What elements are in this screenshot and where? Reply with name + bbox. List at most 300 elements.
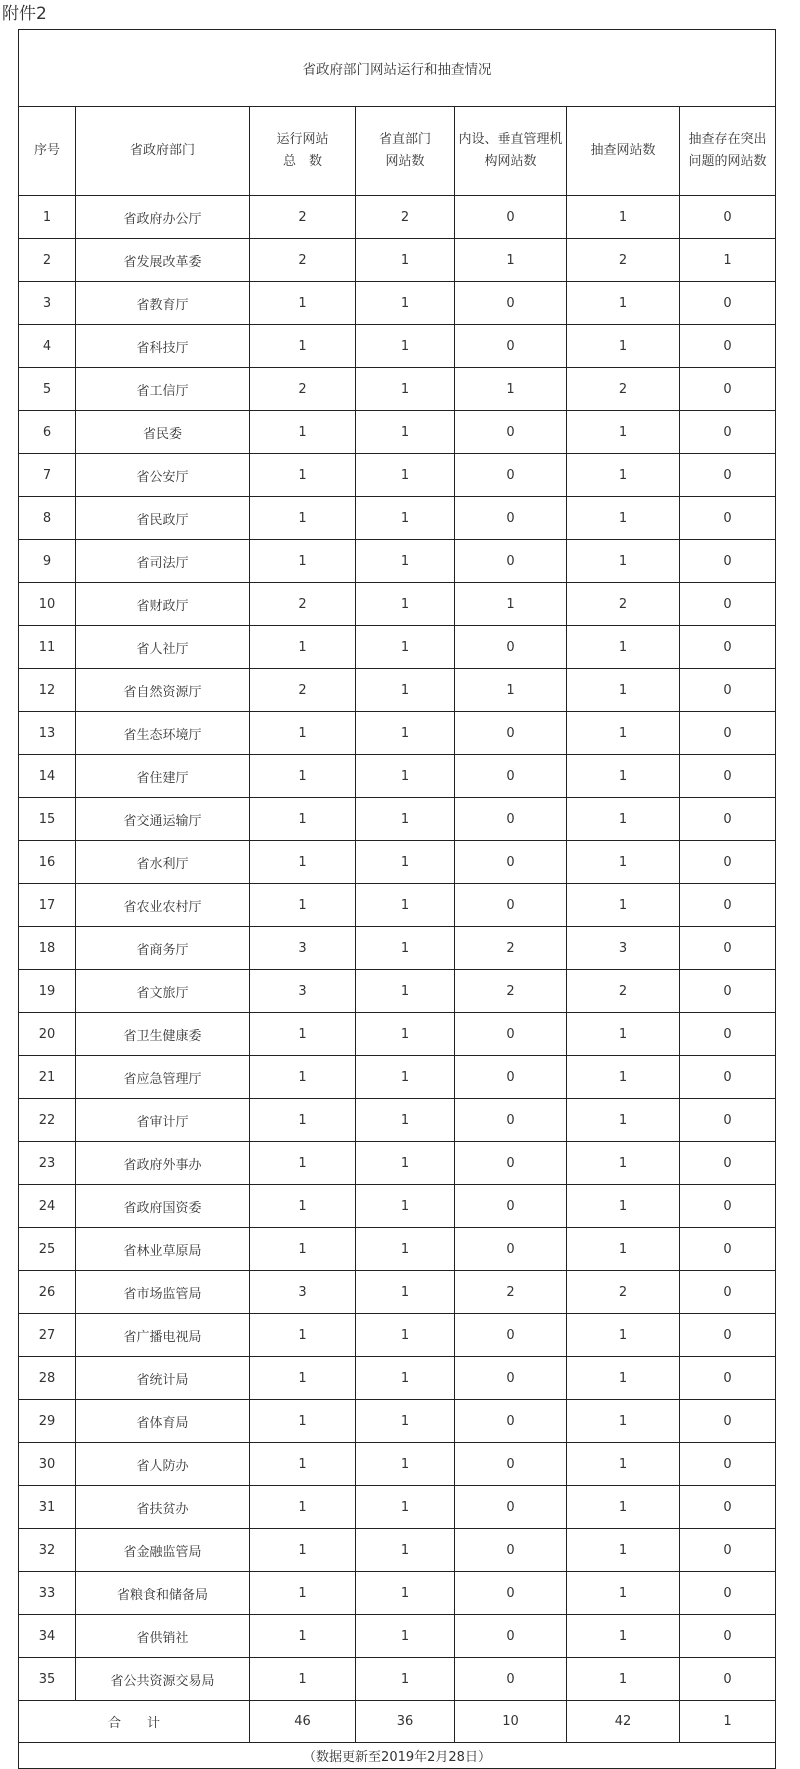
cell-department: 省住建厅 [76, 755, 250, 798]
header-line: 运行网站 [276, 132, 329, 147]
cell-department: 省发展改革委 [76, 239, 250, 282]
cell-total-sites: 1 [250, 1185, 356, 1228]
table-row [19, 196, 776, 239]
cell-internal-sites: 1 [455, 583, 567, 626]
cell-inspected-sites: 1 [567, 1056, 680, 1099]
cell-problem-sites: 0 [680, 1572, 776, 1615]
cell-internal-sites: 0 [455, 1314, 567, 1357]
cell-department: 省文旅厅 [76, 970, 250, 1013]
cell-problem-sites: 0 [680, 411, 776, 454]
cell-index: 20 [19, 1013, 76, 1056]
cell-total-sites: 1 [250, 1314, 356, 1357]
header-dept-sites [356, 107, 455, 196]
cell-dept-sites: 1 [356, 282, 455, 325]
cell-department: 省自然资源厅 [76, 669, 250, 712]
cell-inspected-sites: 1 [567, 1486, 680, 1529]
cell-inspected-sites: 1 [567, 540, 680, 583]
total-internal-sites: 10 [455, 1701, 567, 1743]
table-row [19, 282, 776, 325]
cell-problem-sites: 0 [680, 368, 776, 411]
cell-dept-sites: 1 [356, 1228, 455, 1271]
cell-total-sites: 2 [250, 368, 356, 411]
cell-department: 省林业草原局 [76, 1228, 250, 1271]
cell-dept-sites: 1 [356, 1529, 455, 1572]
table-title-row [19, 30, 776, 107]
cell-inspected-sites: 1 [567, 1228, 680, 1271]
cell-total-sites: 3 [250, 970, 356, 1013]
cell-index: 27 [19, 1314, 76, 1357]
cell-problem-sites: 0 [680, 196, 776, 239]
cell-department: 省民政厅 [76, 497, 250, 540]
cell-dept-sites: 1 [356, 1013, 455, 1056]
cell-internal-sites: 0 [455, 626, 567, 669]
cell-problem-sites: 0 [680, 1658, 776, 1701]
cell-total-sites: 1 [250, 1056, 356, 1099]
header-total-sites [250, 107, 356, 196]
cell-department: 省卫生健康委 [76, 1013, 250, 1056]
cell-index: 22 [19, 1099, 76, 1142]
cell-index: 31 [19, 1486, 76, 1529]
table-row [19, 755, 776, 798]
table-row [19, 411, 776, 454]
table-row [19, 497, 776, 540]
cell-total-sites: 1 [250, 626, 356, 669]
cell-department: 省水利厅 [76, 841, 250, 884]
cell-problem-sites: 0 [680, 1314, 776, 1357]
cell-internal-sites: 0 [455, 1013, 567, 1056]
cell-dept-sites: 1 [356, 1400, 455, 1443]
cell-total-sites: 1 [250, 1142, 356, 1185]
cell-problem-sites: 0 [680, 1529, 776, 1572]
cell-inspected-sites: 1 [567, 1142, 680, 1185]
cell-internal-sites: 1 [455, 239, 567, 282]
cell-internal-sites: 0 [455, 1099, 567, 1142]
header-internal-sites [455, 107, 567, 196]
cell-index: 3 [19, 282, 76, 325]
cell-index: 32 [19, 1529, 76, 1572]
header-line: 抽查存在突出 [688, 132, 767, 147]
cell-total-sites: 1 [250, 712, 356, 755]
cell-internal-sites: 0 [455, 1615, 567, 1658]
cell-dept-sites: 1 [356, 841, 455, 884]
cell-inspected-sites: 1 [567, 1658, 680, 1701]
cell-internal-sites: 2 [455, 1271, 567, 1314]
header-line: 问题的网站数 [688, 154, 767, 169]
cell-internal-sites: 2 [455, 970, 567, 1013]
cell-total-sites: 1 [250, 282, 356, 325]
cell-inspected-sites: 3 [567, 927, 680, 970]
cell-dept-sites: 1 [356, 368, 455, 411]
cell-inspected-sites: 1 [567, 755, 680, 798]
table-row [19, 1615, 776, 1658]
cell-internal-sites: 0 [455, 755, 567, 798]
table-row [19, 454, 776, 497]
cell-total-sites: 1 [250, 1443, 356, 1486]
cell-dept-sites: 2 [356, 196, 455, 239]
cell-department: 省政府国资委 [76, 1185, 250, 1228]
header-line: 网站数 [385, 154, 425, 169]
cell-dept-sites: 1 [356, 970, 455, 1013]
table-row [19, 626, 776, 669]
table-row [19, 927, 776, 970]
cell-inspected-sites: 1 [567, 1314, 680, 1357]
cell-dept-sites: 1 [356, 411, 455, 454]
cell-department: 省政府办公厅 [76, 196, 250, 239]
cell-total-sites: 1 [250, 1486, 356, 1529]
cell-problem-sites: 0 [680, 1013, 776, 1056]
cell-department: 省人社厅 [76, 626, 250, 669]
cell-problem-sites: 0 [680, 841, 776, 884]
cell-total-sites: 3 [250, 1271, 356, 1314]
table-row [19, 1142, 776, 1185]
cell-problem-sites: 0 [680, 1615, 776, 1658]
cell-problem-sites: 0 [680, 1443, 776, 1486]
table-row [19, 669, 776, 712]
table-row [19, 712, 776, 755]
table-row [19, 1271, 776, 1314]
cell-index: 18 [19, 927, 76, 970]
cell-total-sites: 1 [250, 1400, 356, 1443]
cell-dept-sites: 1 [356, 540, 455, 583]
cell-department: 省司法厅 [76, 540, 250, 583]
cell-dept-sites: 1 [356, 1658, 455, 1701]
cell-dept-sites: 1 [356, 1486, 455, 1529]
cell-total-sites: 3 [250, 927, 356, 970]
cell-index: 29 [19, 1400, 76, 1443]
cell-department: 省供销社 [76, 1615, 250, 1658]
cell-total-sites: 1 [250, 798, 356, 841]
header-inspected-sites [567, 107, 680, 196]
table-title: 省政府部门网站运行和抽查情况 [19, 30, 776, 107]
cell-dept-sites: 1 [356, 1572, 455, 1615]
cell-dept-sites: 1 [356, 626, 455, 669]
cell-total-sites: 1 [250, 884, 356, 927]
cell-total-sites: 1 [250, 1013, 356, 1056]
header-line: 构网站数 [484, 154, 537, 169]
cell-internal-sites: 0 [455, 798, 567, 841]
cell-internal-sites: 0 [455, 1142, 567, 1185]
cell-internal-sites: 0 [455, 1185, 567, 1228]
header-index [19, 107, 76, 196]
cell-index: 25 [19, 1228, 76, 1271]
cell-index: 35 [19, 1658, 76, 1701]
cell-index: 4 [19, 325, 76, 368]
cell-dept-sites: 1 [356, 1357, 455, 1400]
cell-index: 19 [19, 970, 76, 1013]
cell-total-sites: 1 [250, 325, 356, 368]
cell-internal-sites: 0 [455, 540, 567, 583]
cell-total-sites: 1 [250, 755, 356, 798]
table-row [19, 1185, 776, 1228]
cell-internal-sites: 0 [455, 1486, 567, 1529]
cell-internal-sites: 0 [455, 1572, 567, 1615]
cell-inspected-sites: 2 [567, 368, 680, 411]
cell-index: 1 [19, 196, 76, 239]
header-problem-sites [680, 107, 776, 196]
cell-index: 14 [19, 755, 76, 798]
cell-dept-sites: 1 [356, 454, 455, 497]
cell-internal-sites: 0 [455, 1443, 567, 1486]
cell-index: 21 [19, 1056, 76, 1099]
table-row [19, 1056, 776, 1099]
cell-problem-sites: 0 [680, 1142, 776, 1185]
table-row [19, 1443, 776, 1486]
table-row [19, 1486, 776, 1529]
cell-dept-sites: 1 [356, 712, 455, 755]
cell-department: 省商务厅 [76, 927, 250, 970]
cell-internal-sites: 0 [455, 454, 567, 497]
cell-department: 省公安厅 [76, 454, 250, 497]
cell-index: 30 [19, 1443, 76, 1486]
table-header-row [19, 107, 776, 196]
cell-dept-sites: 1 [356, 325, 455, 368]
footer-row [19, 1743, 776, 1769]
cell-inspected-sites: 1 [567, 411, 680, 454]
cell-index: 26 [19, 1271, 76, 1314]
cell-total-sites: 1 [250, 454, 356, 497]
table-row [19, 970, 776, 1013]
cell-department: 省公共资源交易局 [76, 1658, 250, 1701]
cell-department: 省市场监管局 [76, 1271, 250, 1314]
header-line: 总 数 [282, 154, 322, 169]
cell-inspected-sites: 2 [567, 583, 680, 626]
cell-department: 省政府外事办 [76, 1142, 250, 1185]
cell-inspected-sites: 2 [567, 1271, 680, 1314]
header-line: 抽查网站数 [590, 143, 656, 158]
cell-internal-sites: 0 [455, 325, 567, 368]
table-row [19, 540, 776, 583]
cell-department: 省应急管理厅 [76, 1056, 250, 1099]
cell-internal-sites: 0 [455, 1400, 567, 1443]
header-department [76, 107, 250, 196]
cell-inspected-sites: 1 [567, 1572, 680, 1615]
cell-internal-sites: 1 [455, 368, 567, 411]
cell-department: 省财政厅 [76, 583, 250, 626]
cell-department: 省工信厅 [76, 368, 250, 411]
cell-inspected-sites: 1 [567, 454, 680, 497]
cell-inspected-sites: 1 [567, 798, 680, 841]
cell-index: 10 [19, 583, 76, 626]
cell-inspected-sites: 1 [567, 841, 680, 884]
cell-index: 6 [19, 411, 76, 454]
cell-total-sites: 1 [250, 411, 356, 454]
cell-inspected-sites: 1 [567, 626, 680, 669]
cell-dept-sites: 1 [356, 497, 455, 540]
total-sites: 46 [250, 1701, 356, 1743]
cell-problem-sites: 0 [680, 798, 776, 841]
cell-internal-sites: 0 [455, 1056, 567, 1099]
cell-problem-sites: 0 [680, 282, 776, 325]
website-inspection-table [18, 29, 776, 1769]
cell-dept-sites: 1 [356, 1314, 455, 1357]
cell-department: 省统计局 [76, 1357, 250, 1400]
cell-index: 33 [19, 1572, 76, 1615]
cell-dept-sites: 1 [356, 927, 455, 970]
cell-inspected-sites: 1 [567, 712, 680, 755]
cell-internal-sites: 0 [455, 1529, 567, 1572]
cell-problem-sites: 0 [680, 1099, 776, 1142]
cell-inspected-sites: 1 [567, 1013, 680, 1056]
cell-total-sites: 1 [250, 1615, 356, 1658]
cell-department: 省生态环境厅 [76, 712, 250, 755]
cell-index: 13 [19, 712, 76, 755]
table-row [19, 325, 776, 368]
cell-department: 省粮食和储备局 [76, 1572, 250, 1615]
total-problem-sites: 1 [680, 1701, 776, 1743]
header-line: 省政府部门 [129, 143, 195, 158]
cell-department: 省金融监管局 [76, 1529, 250, 1572]
cell-inspected-sites: 1 [567, 282, 680, 325]
cell-inspected-sites: 2 [567, 239, 680, 282]
cell-dept-sites: 1 [356, 583, 455, 626]
cell-dept-sites: 1 [356, 1142, 455, 1185]
cell-inspected-sites: 1 [567, 1400, 680, 1443]
cell-total-sites: 1 [250, 841, 356, 884]
total-inspected-sites: 42 [567, 1701, 680, 1743]
cell-total-sites: 1 [250, 1529, 356, 1572]
cell-problem-sites: 0 [680, 626, 776, 669]
cell-total-sites: 1 [250, 1099, 356, 1142]
cell-total-sites: 1 [250, 497, 356, 540]
cell-problem-sites: 0 [680, 1486, 776, 1529]
cell-internal-sites: 0 [455, 282, 567, 325]
table-row [19, 1099, 776, 1142]
cell-internal-sites: 2 [455, 927, 567, 970]
table-row [19, 1013, 776, 1056]
cell-total-sites: 1 [250, 1658, 356, 1701]
total-row [19, 1701, 776, 1743]
table-row [19, 239, 776, 282]
cell-dept-sites: 1 [356, 798, 455, 841]
cell-inspected-sites: 1 [567, 1099, 680, 1142]
cell-problem-sites: 0 [680, 669, 776, 712]
cell-internal-sites: 0 [455, 497, 567, 540]
cell-department: 省交通运输厅 [76, 798, 250, 841]
table-row [19, 1357, 776, 1400]
table-row [19, 1572, 776, 1615]
cell-department: 省科技厅 [76, 325, 250, 368]
table-row [19, 1314, 776, 1357]
table-row [19, 583, 776, 626]
table-row [19, 1400, 776, 1443]
cell-problem-sites: 0 [680, 884, 776, 927]
cell-department: 省人防办 [76, 1443, 250, 1486]
cell-dept-sites: 1 [356, 1185, 455, 1228]
cell-problem-sites: 0 [680, 497, 776, 540]
cell-total-sites: 2 [250, 669, 356, 712]
cell-index: 34 [19, 1615, 76, 1658]
cell-internal-sites: 0 [455, 841, 567, 884]
cell-index: 23 [19, 1142, 76, 1185]
cell-inspected-sites: 1 [567, 497, 680, 540]
cell-department: 省审计厅 [76, 1099, 250, 1142]
cell-problem-sites: 0 [680, 583, 776, 626]
cell-dept-sites: 1 [356, 755, 455, 798]
cell-inspected-sites: 1 [567, 1529, 680, 1572]
cell-department: 省教育厅 [76, 282, 250, 325]
cell-index: 16 [19, 841, 76, 884]
cell-dept-sites: 1 [356, 1099, 455, 1142]
cell-department: 省体育局 [76, 1400, 250, 1443]
cell-inspected-sites: 1 [567, 1185, 680, 1228]
cell-inspected-sites: 2 [567, 970, 680, 1013]
cell-problem-sites: 0 [680, 1228, 776, 1271]
cell-dept-sites: 1 [356, 239, 455, 282]
cell-index: 15 [19, 798, 76, 841]
cell-index: 17 [19, 884, 76, 927]
cell-dept-sites: 1 [356, 1443, 455, 1486]
cell-inspected-sites: 1 [567, 1357, 680, 1400]
update-note: （数据更新至2019年2月28日） [19, 1743, 776, 1769]
cell-index: 12 [19, 669, 76, 712]
cell-department: 省农业农村厅 [76, 884, 250, 927]
cell-inspected-sites: 1 [567, 1443, 680, 1486]
table-row [19, 884, 776, 927]
cell-problem-sites: 0 [680, 927, 776, 970]
cell-problem-sites: 0 [680, 454, 776, 497]
header-line: 序号 [33, 143, 60, 158]
cell-total-sites: 1 [250, 1357, 356, 1400]
cell-index: 24 [19, 1185, 76, 1228]
cell-problem-sites: 0 [680, 540, 776, 583]
table-row [19, 1658, 776, 1701]
cell-index: 5 [19, 368, 76, 411]
cell-problem-sites: 0 [680, 1271, 776, 1314]
total-label: 合 计 [19, 1701, 250, 1743]
cell-problem-sites: 0 [680, 1357, 776, 1400]
cell-department: 省扶贫办 [76, 1486, 250, 1529]
cell-inspected-sites: 1 [567, 196, 680, 239]
cell-problem-sites: 0 [680, 970, 776, 1013]
table-row [19, 841, 776, 884]
cell-total-sites: 2 [250, 583, 356, 626]
cell-total-sites: 1 [250, 1572, 356, 1615]
cell-internal-sites: 0 [455, 712, 567, 755]
cell-problem-sites: 0 [680, 1400, 776, 1443]
cell-problem-sites: 0 [680, 1056, 776, 1099]
total-dept-sites: 36 [356, 1701, 455, 1743]
table-row [19, 1529, 776, 1572]
cell-dept-sites: 1 [356, 1271, 455, 1314]
cell-index: 9 [19, 540, 76, 583]
cell-internal-sites: 0 [455, 411, 567, 454]
cell-index: 8 [19, 497, 76, 540]
cell-problem-sites: 0 [680, 755, 776, 798]
header-line: 省直部门 [378, 132, 431, 147]
cell-internal-sites: 0 [455, 1357, 567, 1400]
table-row [19, 368, 776, 411]
cell-dept-sites: 1 [356, 1615, 455, 1658]
cell-department: 省民委 [76, 411, 250, 454]
header-line: 内设、垂直管理机 [458, 132, 563, 147]
cell-inspected-sites: 1 [567, 669, 680, 712]
cell-inspected-sites: 1 [567, 1615, 680, 1658]
table-row [19, 1228, 776, 1271]
cell-dept-sites: 1 [356, 884, 455, 927]
cell-problem-sites: 1 [680, 239, 776, 282]
cell-problem-sites: 0 [680, 325, 776, 368]
cell-problem-sites: 0 [680, 1185, 776, 1228]
cell-index: 11 [19, 626, 76, 669]
cell-inspected-sites: 1 [567, 325, 680, 368]
cell-dept-sites: 1 [356, 669, 455, 712]
cell-total-sites: 1 [250, 540, 356, 583]
cell-total-sites: 2 [250, 196, 356, 239]
cell-index: 7 [19, 454, 76, 497]
cell-index: 2 [19, 239, 76, 282]
cell-internal-sites: 0 [455, 196, 567, 239]
cell-total-sites: 2 [250, 239, 356, 282]
